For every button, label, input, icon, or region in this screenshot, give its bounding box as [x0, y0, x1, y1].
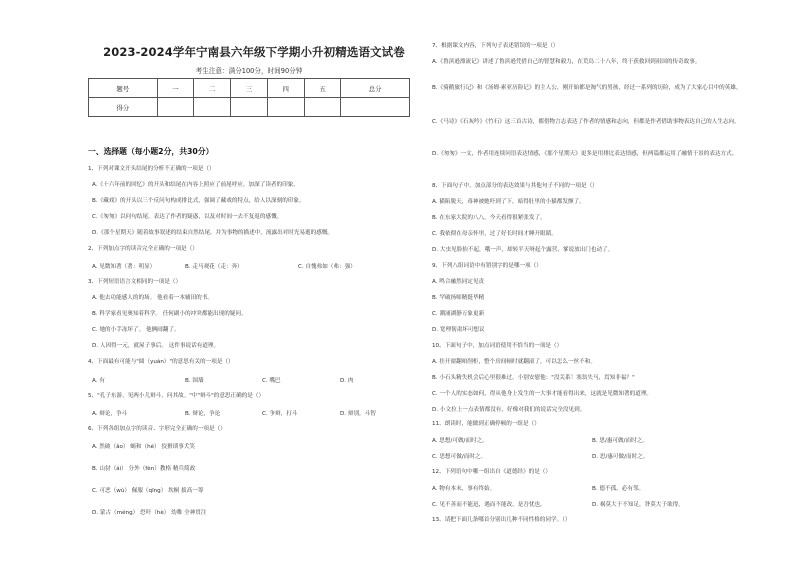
question-line: A. 然破（ǎo） 蝎和（hé） 狡猾琐事犬笑	[92, 444, 195, 450]
question-line: A.《十六年前的回忆》的开头和结尾在内容上照应了前尾呼应，加深了读者的印象。	[92, 182, 299, 188]
question-line: A. 挂开窗翻咱削柜，整个房间顿时就翻滚了，可以怎么一丝不和。	[432, 359, 596, 365]
question-line: B. 山豺（ái） 分外（fèn）教格 精兵简政	[92, 466, 196, 472]
question-line: D. 蒙古（méng） 恐吓（hè） 幼稚 全神贯注	[92, 510, 207, 516]
answer-option: C. 见不善而不能迅，遇而不能改，是吾忧也。	[432, 502, 546, 508]
question-line: B. 科学家看见奥知着科学。 任何副小的冲突都能出现的疑问。	[92, 311, 247, 317]
answer-option: A. 物有本末，事有终始。	[432, 486, 496, 492]
question-line: A. 猫陷脱天，毒神被她吓到了下，暗得肚里的小猫都发颤了。	[432, 199, 585, 205]
score-cell	[267, 98, 304, 117]
question-line: D.《那个星期天》随着故事叙述的结束自然结尾，并为事物的描述中，流露出对时光易逝的感慨。	[92, 230, 334, 236]
answer-option: C. 自愧弗如（弗：强）	[298, 264, 356, 270]
answer-option: B. 围墙	[185, 378, 204, 384]
score-table-header-row	[89, 79, 410, 98]
question-line: 5、"孔子东游，见两小儿辩斗，问其故。"中"辩斗"的意思正确的是（）	[88, 393, 265, 399]
score-cell	[341, 98, 410, 117]
answer-option: A. 辩论，争斗	[92, 411, 128, 417]
score-header-cell: 总分	[341, 79, 410, 98]
score-header-cell: 一	[157, 79, 194, 98]
score-header-cell: 五	[304, 79, 341, 98]
question-line: 3、下列短语语言文相同的一项是（）	[88, 279, 182, 285]
answer-option: D. 辩别，斗智	[340, 411, 376, 417]
question-line: 12、下列语句中哪一组出自《道德经》的是（）	[432, 469, 551, 475]
answer-option: D. 思/惠可做/而时之。	[592, 454, 649, 460]
score-cell	[194, 98, 231, 117]
question-line: D. 人因得一元，就屋子事后。 这件事说话有道理。	[92, 343, 220, 349]
question-line: B. 罕破扬师精挺毕精	[432, 295, 485, 301]
question-line: C. 潮涌湖静万象更新	[432, 311, 485, 317]
question-line: A. 他去功能感人的的场。 他看着一本辅田的书。	[92, 295, 213, 301]
score-header-cell: 四	[267, 79, 304, 98]
answer-option: D. 肉	[340, 378, 354, 384]
question-line: 2、下列加点字的读音完全正确的一项是（）	[88, 246, 198, 252]
question-line: 7、根据课文内容，下列句子表述错误的一项是（）	[432, 43, 559, 49]
score-header-cell: 三	[231, 79, 268, 98]
score-cell	[157, 98, 194, 117]
question-line: 8、下面句子中，加点部分的表达效果与其他句子不同的一项是（）	[432, 183, 598, 189]
section-heading: 一、选择题（每小题2分，共30分）	[88, 147, 214, 156]
score-table-score-row	[89, 98, 410, 117]
question-line: 13、请把下面几条哪首分别出几种不同性格的同学。（）	[432, 517, 571, 523]
exam-notice: 考生注意：满分100分，时间90分钟	[195, 67, 303, 75]
question-line: C. 一个人的实态如何，得从他身上发生的一大事才能看得出来，这就是见微知著的道理。	[432, 391, 653, 397]
question-line: 10、下面句子中，加点词语使用不恰当的一项是（）	[432, 343, 563, 349]
question-line: C. 可恶（wù） 佩服（qīng） 坎桐 拔高一筹	[92, 488, 204, 494]
score-header-cell: 题号	[89, 79, 158, 98]
question-line: D. 宽理韧肃坏可想议	[432, 327, 485, 333]
question-line: B. 小石头精失机会后心里很难过，小别安慰他："没关系！塞翁失马，焉知非福？"	[432, 375, 635, 381]
question-line: C. 她的小手冻坏了。 他俩闹翻了。	[92, 327, 180, 333]
question-line: C. 我依偎在母亲怀里，过了好长时间才睡开眼睛。	[432, 231, 557, 237]
answer-option: B. 思/惠可做/而时之。	[592, 438, 648, 444]
question-line: A.《鲁滨逊漂流记》讲述了鲁滨逊凭借自己的智慧和毅力，在荒岛二十八年，终于获救回到祖国的传奇故事。	[432, 59, 701, 65]
answer-option: A. 见微知著（著：明显）	[92, 264, 156, 270]
question-line: D.《匆匆》一文，作者用连续问语表达情感，《那个星期天》更多是用排比表达情感，但两篇都运用了融情于景的表达方式。	[432, 151, 738, 157]
question-line: 6、下列各组加点字的读音、字形完全正确的一项是（）	[88, 426, 226, 432]
question-line: D. 小文拉上一点表情都没有，好像对我们的说话完全没见到。	[432, 407, 586, 413]
answer-option: B. 辩论，争论	[185, 411, 221, 417]
answer-option: A. 思想/可做/而时之。	[432, 438, 488, 444]
answer-option: B. 德不孤，必有邻。	[592, 486, 645, 492]
answer-option: C. 嘴巴	[262, 378, 281, 384]
question-line: C.《马诗》《石灰吟》《竹石》这三首古诗，都借物言志表达了作者的情感和志向，但都是作者借助事物表达自己的人生志向。	[432, 119, 740, 125]
question-line: D. 大虫见脸抬不起，哦一声，却转半天呀起个露营，爹说放出门也动了。	[432, 247, 614, 253]
answer-option: D. 祸莫大于不知足，咎莫大于欲得。	[592, 502, 684, 508]
score-table	[88, 78, 410, 117]
question-line: 9、下列八组词语中有错别字的是哪一项（）	[432, 263, 542, 269]
score-cell	[304, 98, 341, 117]
score-row-label: 得分	[89, 98, 158, 117]
answer-option: A. 有	[92, 378, 105, 384]
question-line: 1、下列对课文开头结尾的分析不正确的一项是（）	[88, 166, 215, 172]
answer-option: C. 争辩，打斗	[262, 411, 298, 417]
question-line: B. 在东家大院的八八，今天看得很紧张发了。	[432, 215, 546, 221]
question-line: B.《藏戏》的开头以三个反问句构成排比式，强调了藏戏的特点，给人以深刻的印象。	[92, 198, 305, 204]
question-line: 11、朗读时，能做到正确停顿的一组是（）	[432, 421, 540, 427]
question-line: C.《匆匆》以问句结尾，表达了作者的疑惑，以及对时间一去不复返的感慨。	[92, 214, 283, 220]
answer-option: C. 思想可做/而时之。	[432, 454, 487, 460]
answer-option: B. 走马观花（走：奔）	[185, 264, 243, 270]
exam-title: 2023-2024学年宁南县六年级下学期小升初精选语文试卷	[103, 45, 405, 59]
question-line: A. 鸣合融然同定见责	[432, 279, 485, 285]
question-line: B.《骑鹅旅行记》和《汤姆·索亚历险记》的主人公，刚开始都是淘气的男孩，经过一系列的历险，成为了大家心目中的英雄。	[432, 85, 742, 91]
score-header-cell: 二	[194, 79, 231, 98]
score-cell	[231, 98, 268, 117]
question-line: 4、下面最有可能与"圆（yuán）"的意思有关的一项是（）	[88, 359, 234, 365]
